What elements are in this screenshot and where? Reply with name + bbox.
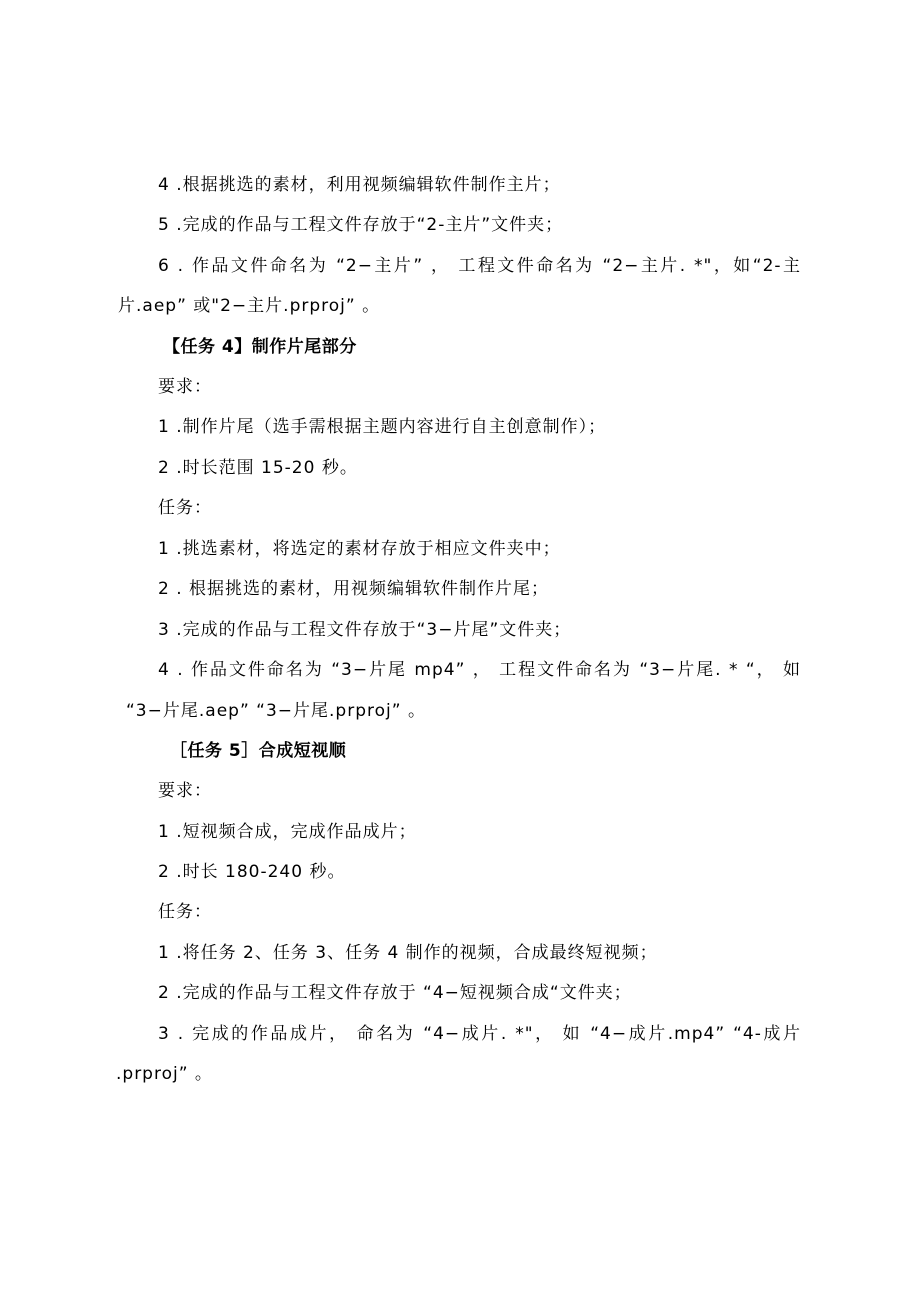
task5-requirement-1: 1 .短视频合成，完成作品成片； [158, 822, 417, 842]
task4-requirement-1: 1 .制作片尾（选手需根据主题内容进行自主创意制作）； [158, 417, 607, 437]
task3-step-6-continued: 片.aep” 或"2−主片.prproj” 。 [118, 296, 381, 316]
task5-requirement-2: 2 .时长 180-240 秒。 [158, 862, 346, 882]
task4-step-4-continued: “3−片尾.aep” “3−片尾.prproj” 。 [126, 701, 426, 721]
task5-step-3: 3 . 完成的作品成片， 命名为 “4−成片. *"， 如 “4−成片.mp4” “4-成片 [158, 1024, 801, 1044]
task3-step-5: 5 .完成的作品与工程文件存放于“2-主片”文件夹； [158, 215, 564, 235]
task4-step-1: 1 .挑选素材，将选定的素材存放于相应文件夹中； [158, 539, 561, 559]
task5-step-3-continued: .prproj” 。 [116, 1064, 213, 1084]
task5-step-1: 1 .将任务 2、任务 3、任务 4 制作的视频，合成最终短视频； [158, 943, 658, 963]
task3-step-6: 6 . 作品文件命名为 “2−主片” ， 工程文件命名为 “2−主片. *"，如“2-主 [158, 256, 801, 276]
task4-step-3: 3 .完成的作品与工程文件存放于“3−片尾”文件夹； [158, 620, 572, 640]
task4-heading: 【任务 4】制作片尾部分 [163, 337, 357, 357]
task4-requirement-2: 2 .时长范围 15-20 秒。 [158, 458, 358, 478]
task4-tasks-label: 任务： [158, 498, 212, 518]
task4-requirements-label: 要求： [158, 377, 212, 397]
task5-heading: ［任务 5］合成短视顺 [170, 741, 347, 761]
task4-step-4: 4 . 作品文件命名为 “3−片尾 mp4” ， 工程文件命名为 “3−片尾. * “， 如 [158, 660, 801, 680]
task5-requirements-label: 要求： [158, 781, 212, 801]
task5-tasks-label: 任务： [158, 902, 212, 922]
task5-step-2: 2 .完成的作品与工程文件存放于 “4−短视频合成“文件夹； [158, 983, 632, 1003]
task3-step-4: 4 .根据挑选的素材，利用视频编辑软件制作主片； [158, 175, 561, 195]
task4-step-2: 2 . 根据挑选的素材，用视频编辑软件制作片尾； [158, 579, 550, 599]
